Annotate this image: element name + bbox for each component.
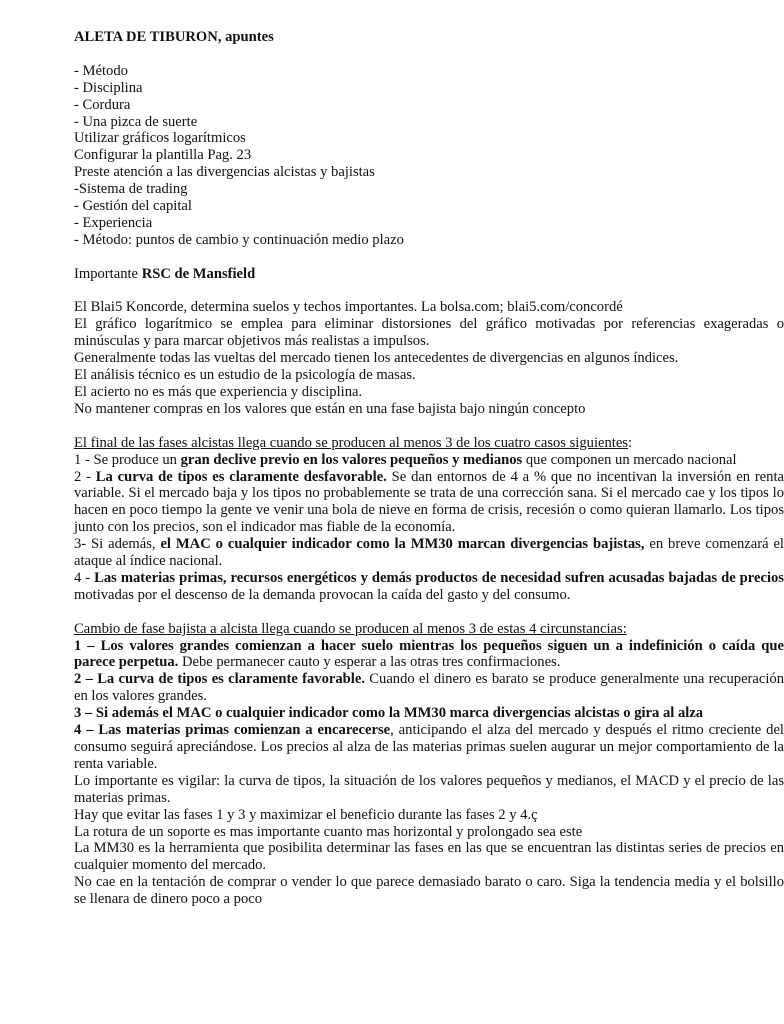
- intro-line: Preste atención a las divergencias alcistas y bajistas: [74, 164, 375, 181]
- intro-list: [74, 63, 784, 249]
- note-paragraph: El Blai5 Koncorde, determina suelos y techos importantes. La bolsa.com; blai5.com/concordé: [74, 299, 623, 316]
- bull-item: [74, 722, 784, 773]
- bear-heading-colon: :: [628, 434, 633, 451]
- bull-heading: Cambio de fase bajista a alcista llega cuando se producen al menos 3 de estas 4 circunstancias:: [74, 620, 627, 637]
- bear-item: [74, 469, 784, 537]
- bear-item: [74, 452, 784, 469]
- item-bold: 2 – La curva de tipos es claramente favorable.: [74, 671, 365, 688]
- intro-line: - Disciplina: [74, 79, 143, 96]
- closing-paragraph: La MM30 es la herramienta que posibilita determinar las fases en las que se encuentran las distintas series de precios en cualquier momento del mercado.: [74, 840, 784, 874]
- intro-line: -Sistema de trading: [74, 181, 188, 198]
- importante-line: [74, 266, 784, 283]
- item-text: en breve comenzará el ataque al índice nacional.: [74, 536, 784, 570]
- bear-section: [74, 435, 784, 604]
- bull-section: [74, 621, 784, 773]
- document-title: ALETA DE TIBURON, apuntes: [74, 29, 274, 45]
- intro-line: - Gestión del capital: [74, 198, 192, 215]
- item-text: Cuando el dinero es barato se produce generalmente una recuperación en los valores grandes.: [74, 671, 784, 705]
- bull-item: [74, 671, 784, 705]
- item-text: 3- Si además,: [74, 536, 161, 553]
- item-bold: 4 – Las materias primas comienzan a encarecerse: [74, 722, 391, 739]
- item-text: Debe permanecer cauto y esperar a las otras tres confirmaciones.: [178, 654, 561, 671]
- bear-heading-text: El final de las fases alcistas llega cuando se producen al menos 3 de los cuatro casos siguientes: [74, 434, 628, 451]
- item-text: que componen un mercado nacional: [522, 451, 737, 468]
- bull-item: [74, 705, 784, 722]
- spacer: [74, 46, 784, 63]
- item-text: , anticipando el alza del mercado y después el ritmo creciente del consumo seguirá apreciándose. Los precios al alza de las materias primas suelen augurar un mejor comportamiento de la renta variable.: [74, 722, 784, 772]
- item-bold: 3 – Si además el MAC o cualquier indicador como la MM30 marca divergencias alcistas o gira al alza: [74, 705, 704, 722]
- intro-line: - Una pizca de suerte: [74, 113, 198, 130]
- intro-line: Utilizar gráficos logarítmicos: [74, 130, 246, 147]
- item-text: Se dan entornos de 4 a % que no incentivan la inversión en renta variable. Si el mercado baja y los tipos no probablemente se trata de una corrección sana. Si el mercado cae y los tipos lo hacen en poco tiempo la gente ve venir una bola de nieve en forma de crisis, recesión o como quieran llamarlo. Los tipos junto con los precios, son el indicador mas fiable de la economía.: [74, 468, 784, 536]
- intro-line: - Método: puntos de cambio y continuación medio plazo: [74, 231, 404, 248]
- item-bold: 1 – Los valores grandes comienzan a hacer suelo mientras los pequeños siguen un a indefinición o caída que parece perpetua.: [74, 637, 784, 671]
- item-bold: La curva de tipos es claramente desfavorable.: [95, 468, 387, 485]
- spacer: [74, 249, 784, 266]
- note-paragraph: El acierto no es más que experiencia y disciplina.: [74, 383, 363, 400]
- document-content: [74, 29, 784, 908]
- importante-label: Importante: [74, 265, 142, 282]
- closing-block: [74, 773, 784, 908]
- bear-item: [74, 570, 784, 604]
- closing-paragraph: La rotura de un soporte es mas importante cuanto mas horizontal y prolongado sea este: [74, 823, 583, 840]
- importante-bold: RSC de Mansfield: [141, 265, 256, 282]
- bear-item: [74, 536, 784, 570]
- item-bold: gran declive previo en los valores pequeños y medianos: [180, 451, 523, 468]
- closing-paragraph: No cae en la tentación de comprar o vender lo que parece demasiado barato o caro. Siga la tendencia media y el bolsillo se llenara de dinero poco a poco: [74, 874, 784, 908]
- intro-line: - Experiencia: [74, 214, 153, 231]
- item-text: 4 -: [74, 569, 95, 586]
- spacer: [74, 283, 784, 300]
- closing-paragraph: Lo importante es vigilar: la curva de tipos, la situación de los valores pequeños y medianos, el MACD y el precio de las materias primas.: [74, 772, 784, 806]
- note-paragraph: No mantener compras en los valores que están en una fase bajista bajo ningún concepto: [74, 400, 586, 417]
- item-text: 2 -: [74, 468, 96, 485]
- note-paragraph: El gráfico logarítmico se emplea para eliminar distorsiones del gráfico motivadas por referencias exageradas o minúsculas y para marcar objetivos más realistas a impulsos.: [74, 316, 784, 350]
- item-bold: el MAC o cualquier indicador como la MM30 marcan divergencias bajistas,: [160, 536, 645, 553]
- spacer: [74, 418, 784, 435]
- notes-block: [74, 299, 784, 417]
- note-paragraph: El análisis técnico es un estudio de la psicología de masas.: [74, 367, 416, 384]
- intro-line: - Cordura: [74, 96, 131, 113]
- closing-paragraph: Hay que evitar las fases 1 y 3 y maximizar el beneficio durante las fases 2 y 4.ç: [74, 806, 538, 823]
- bull-item: [74, 638, 784, 672]
- intro-line: - Método: [74, 62, 128, 79]
- bear-heading: [74, 435, 784, 452]
- intro-line: Configurar la plantilla Pag. 23: [74, 147, 252, 164]
- item-text: 1 - Se produce un: [74, 451, 181, 468]
- item-bold: Las materias primas, recursos energéticos y demás productos de necesidad sufren acusadas bajadas de precios: [94, 569, 784, 586]
- spacer: [74, 604, 784, 621]
- note-paragraph: Generalmente todas las vueltas del mercado tienen los antecedentes de divergencias en algunos índices.: [74, 350, 679, 367]
- item-text: motivadas por el descenso de la demanda provocan la caída del gasto y del consumo.: [74, 586, 571, 603]
